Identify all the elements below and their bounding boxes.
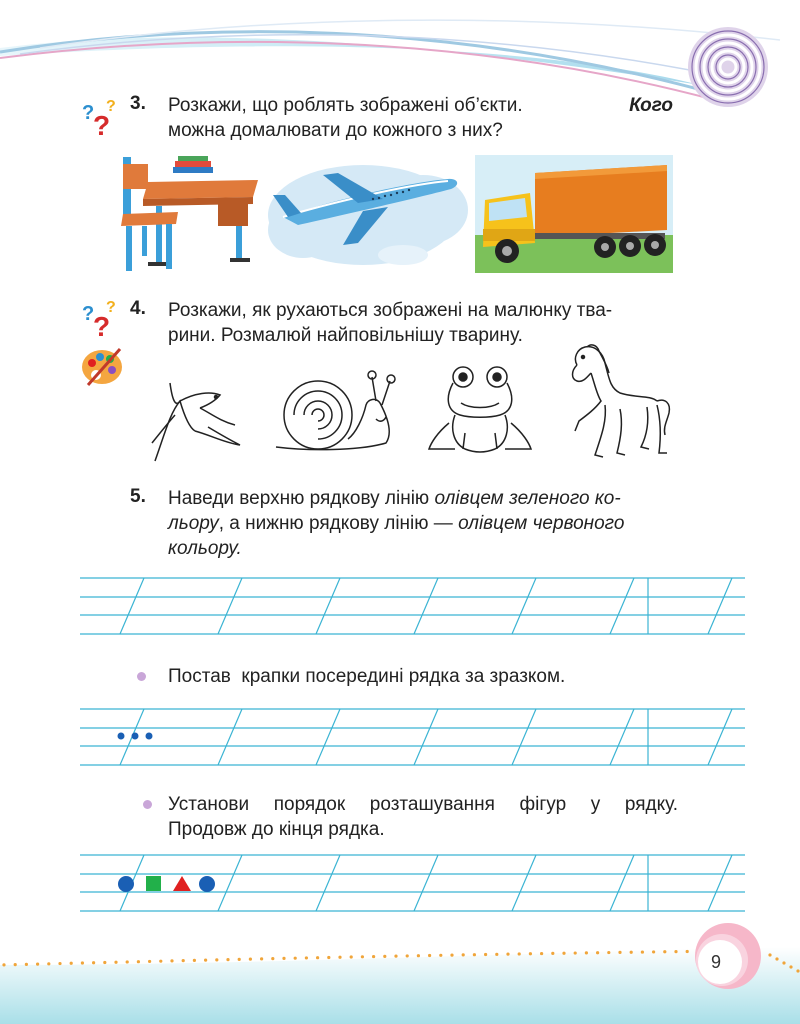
task-5-l2c: олівцем червоного bbox=[458, 513, 625, 534]
palette-icon bbox=[80, 345, 124, 387]
shape-sequence bbox=[115, 873, 225, 895]
bullet-2-text bbox=[168, 792, 678, 842]
question-marks-icon bbox=[82, 296, 122, 336]
page-number: 9 bbox=[711, 952, 722, 972]
task-5-l2b: , а нижню рядкову лінію — bbox=[218, 513, 459, 534]
horse-icon bbox=[565, 343, 675, 461]
task-3-line2: можна домалювати до кожного з них? bbox=[168, 120, 503, 141]
task-5-text bbox=[168, 486, 678, 561]
task-5-number: 5. bbox=[130, 486, 146, 507]
green-square-shape bbox=[146, 876, 161, 891]
task-5-l1b: олівцем зеленого ко- bbox=[434, 488, 621, 509]
svg-text:?: ? bbox=[93, 110, 111, 135]
sample-dots bbox=[115, 728, 165, 744]
red-triangle-shape bbox=[173, 876, 191, 891]
blue-circle-shape bbox=[199, 876, 215, 892]
task-3-line1: Розкажи, що роблять зображені об’єкти. bbox=[168, 95, 523, 116]
task-3-text bbox=[168, 93, 673, 143]
task-5-l2a: льору bbox=[168, 513, 219, 534]
svg-text:?: ? bbox=[93, 311, 111, 336]
desk-icon bbox=[118, 152, 263, 274]
page-number-badge bbox=[688, 920, 763, 995]
task-4-line1: Розкажи, як рухаються зображені на малюнку тва- bbox=[168, 300, 613, 321]
blue-circle-shape bbox=[118, 876, 134, 892]
spiral-logo-icon bbox=[683, 22, 773, 112]
svg-text:?: ? bbox=[106, 98, 116, 115]
task-5-l1a: Наведи верхню рядкову лінію bbox=[168, 488, 435, 509]
svg-text:?: ? bbox=[106, 299, 116, 316]
snail-icon bbox=[268, 363, 403, 453]
svg-text:?: ? bbox=[82, 102, 95, 124]
bullet-point bbox=[143, 800, 152, 809]
svg-text:?: ? bbox=[82, 303, 95, 325]
question-marks-icon bbox=[82, 95, 122, 135]
task-4-number: 4. bbox=[130, 298, 146, 319]
footer-decoration bbox=[0, 925, 800, 1024]
task-3-bold-word: Кого bbox=[629, 95, 673, 116]
bullet-1-text: Постав крапки посередині рядка за зразком. bbox=[168, 666, 566, 687]
task-4-line2: рини. Розмалюй найповільнішу тварину. bbox=[168, 325, 523, 346]
swallow-icon bbox=[140, 373, 245, 463]
task-4-text bbox=[168, 298, 678, 348]
frog-icon bbox=[425, 363, 535, 455]
task-3-number: 3. bbox=[130, 93, 146, 114]
airplane-icon bbox=[263, 155, 475, 275]
bullet-2-line1: Установи порядок розташування фігур у рядку. bbox=[168, 794, 678, 815]
task-5-l3: кольору. bbox=[168, 538, 242, 559]
truck-icon bbox=[475, 155, 673, 273]
writing-grid-1[interactable] bbox=[0, 575, 800, 637]
bullet-2-line2: Продовж до кінця рядка. bbox=[168, 819, 385, 840]
bullet-point bbox=[137, 672, 146, 681]
